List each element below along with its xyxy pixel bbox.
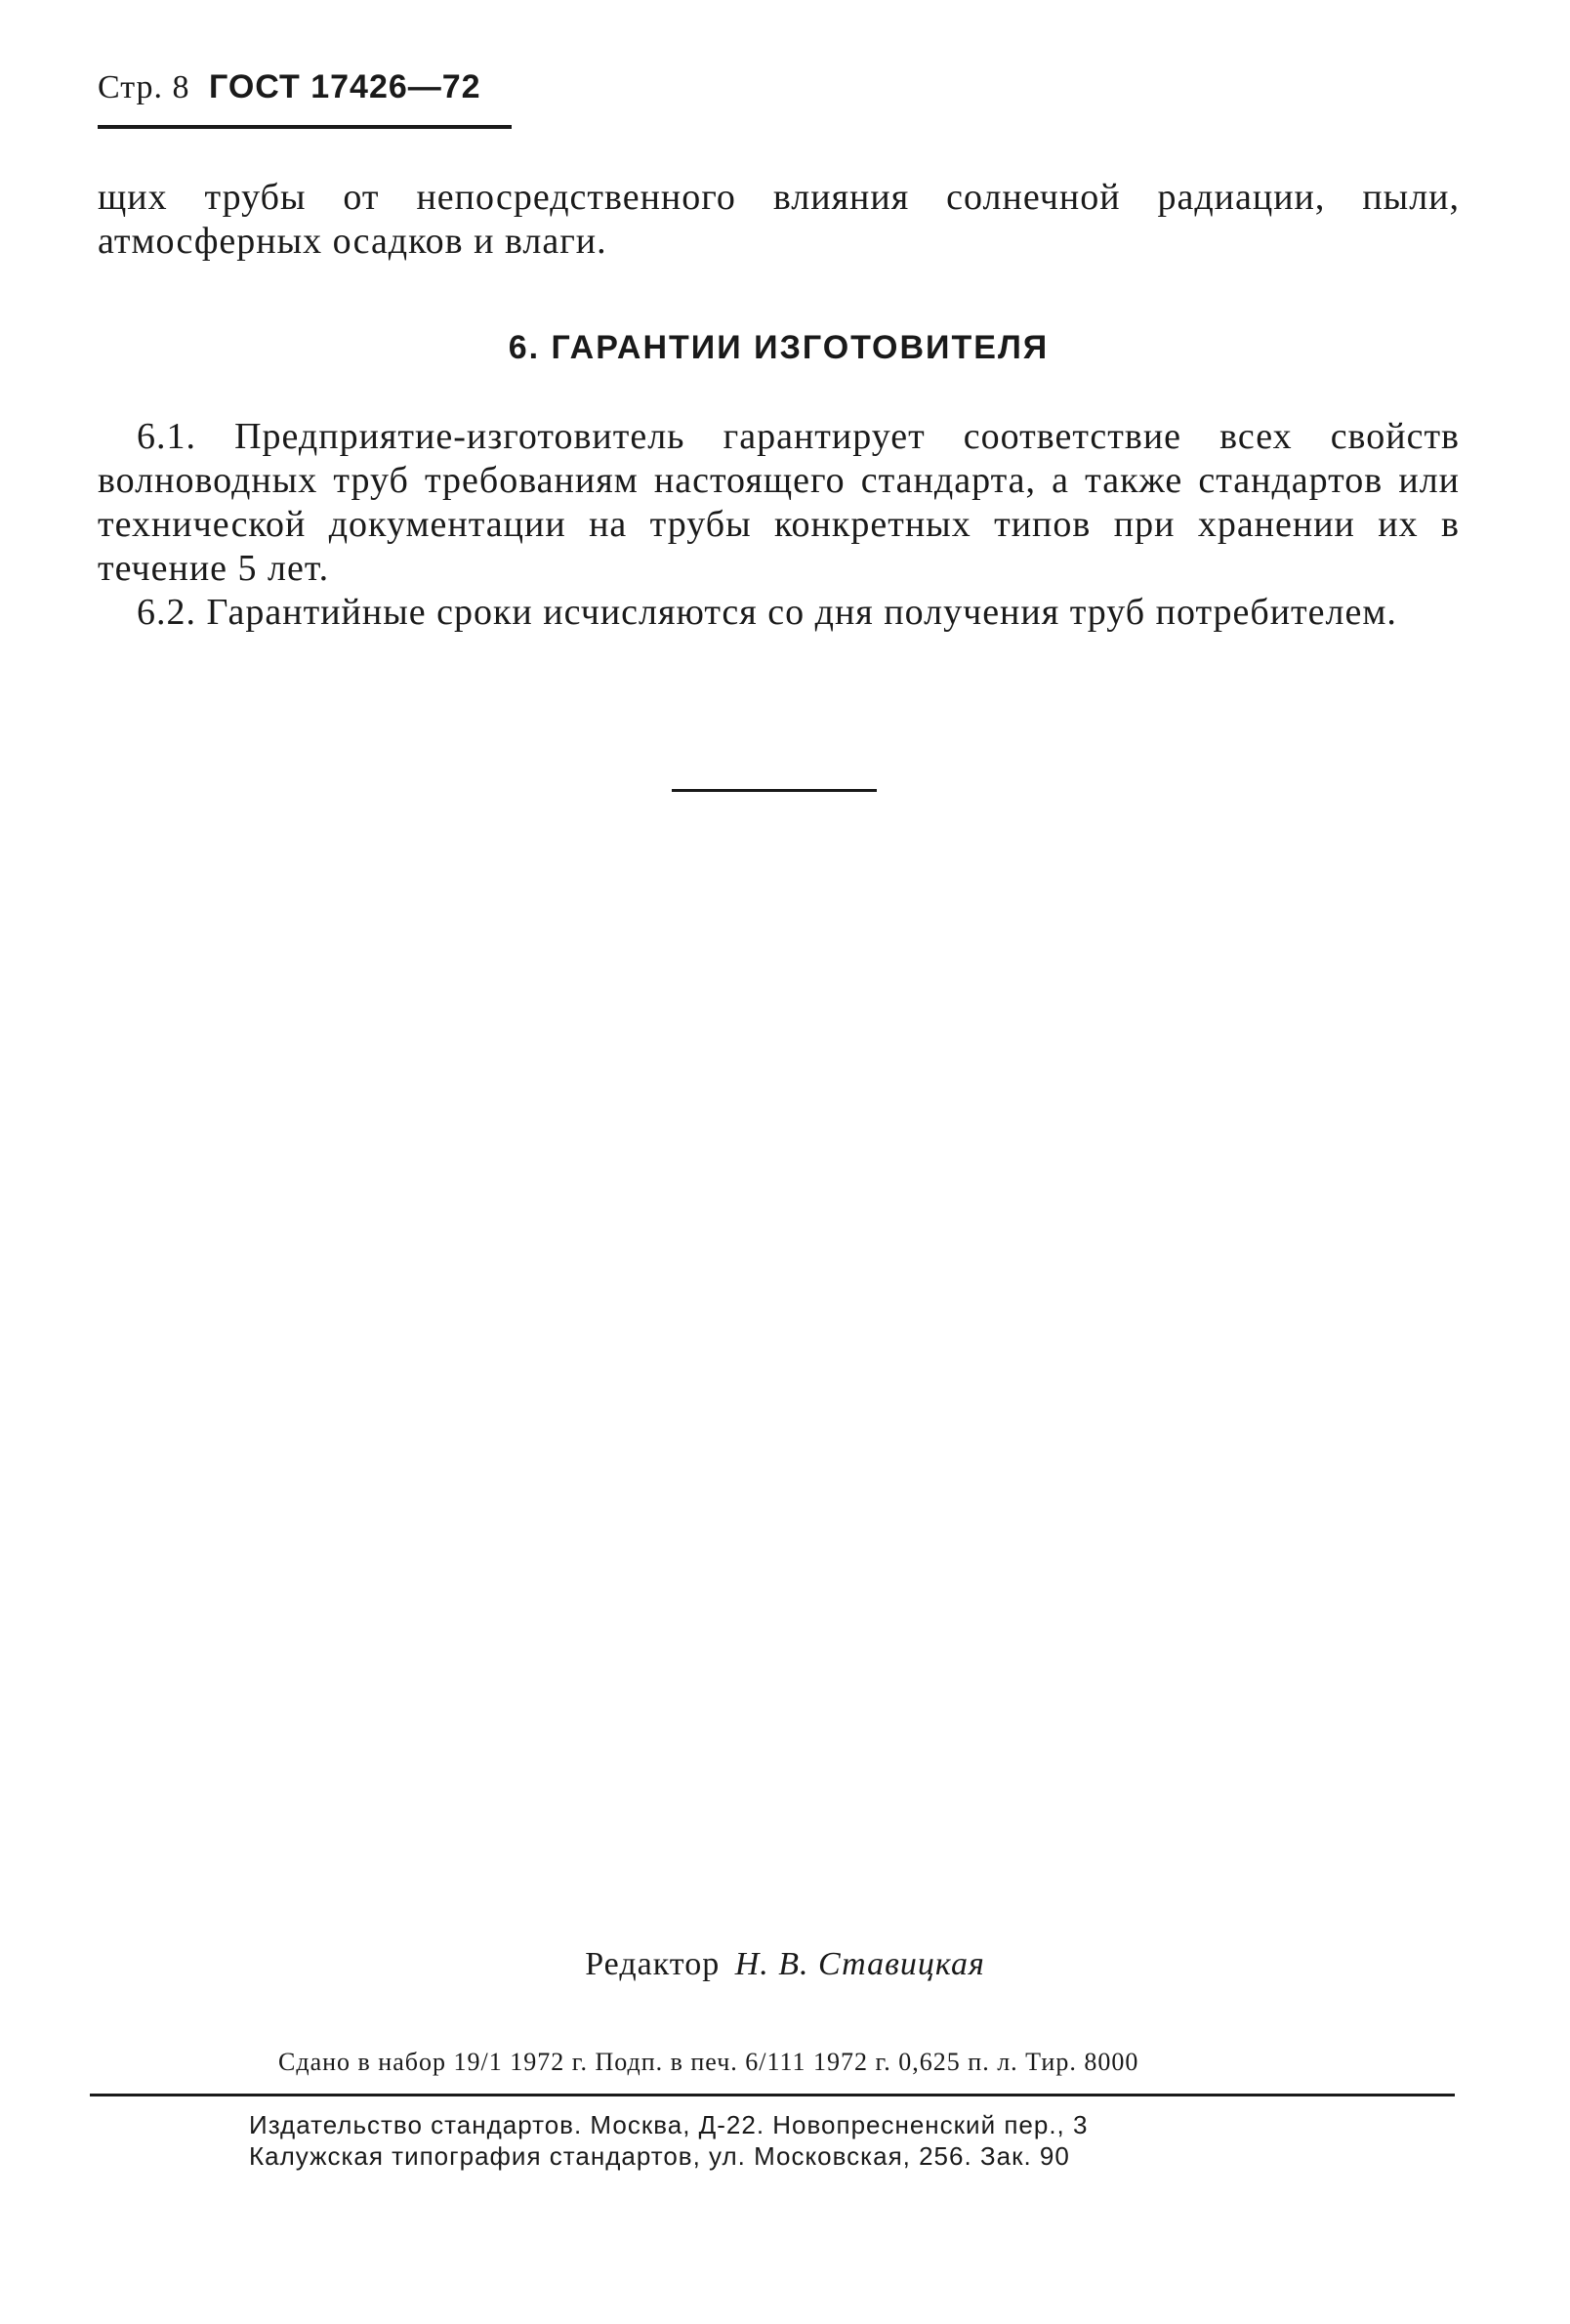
publisher-block (249, 2109, 1088, 2172)
page-header (98, 68, 481, 106)
paragraph-6-2: 6.2. Гарантийные сроки исчисляются со дня получения труб потребителем. (137, 592, 1397, 633)
section-end-rule (672, 789, 877, 792)
editor-credit (0, 1946, 1570, 1983)
publisher-line-2: Калужская типография стандартов, ул. Московская, 256. Зак. 90 (249, 2141, 1070, 2171)
standard-number: ГОСТ 17426—72 (209, 68, 481, 105)
header-rule (98, 125, 512, 129)
editor-name: Н. В. Ставицкая (734, 1946, 985, 1982)
page-number: Стр. 8 (98, 69, 190, 105)
continuation-paragraph: щих трубы от непосредственного влияния солнечной радиации, пыли, атмосферных осадков и влаги. (98, 177, 1460, 262)
footer-rule (90, 2094, 1455, 2096)
editor-label: Редактор (585, 1946, 721, 1982)
continuation-text-block (98, 176, 1460, 264)
section-heading: 6. ГАРАНТИИ ИЗГОТОВИТЕЛЯ (508, 329, 1050, 366)
section-body (98, 415, 1460, 635)
publisher-line-1: Издательство стандартов. Москва, Д-22. Новопресненский пер., 3 (249, 2110, 1089, 2139)
imprint-line: Сдано в набор 19/1 1972 г. Подп. в печ. 6/111 1972 г. 0,625 п. л. Тир. 8000 (278, 2048, 1139, 2076)
paragraph-6-1: 6.1. Предприятие-изготовитель гарантирует соответствие всех свойств волноводных труб требованиям настоящего стандарта, а также стандартов или технической документации на трубы конкретных типов при хранении их в течение 5 лет. (98, 416, 1460, 589)
